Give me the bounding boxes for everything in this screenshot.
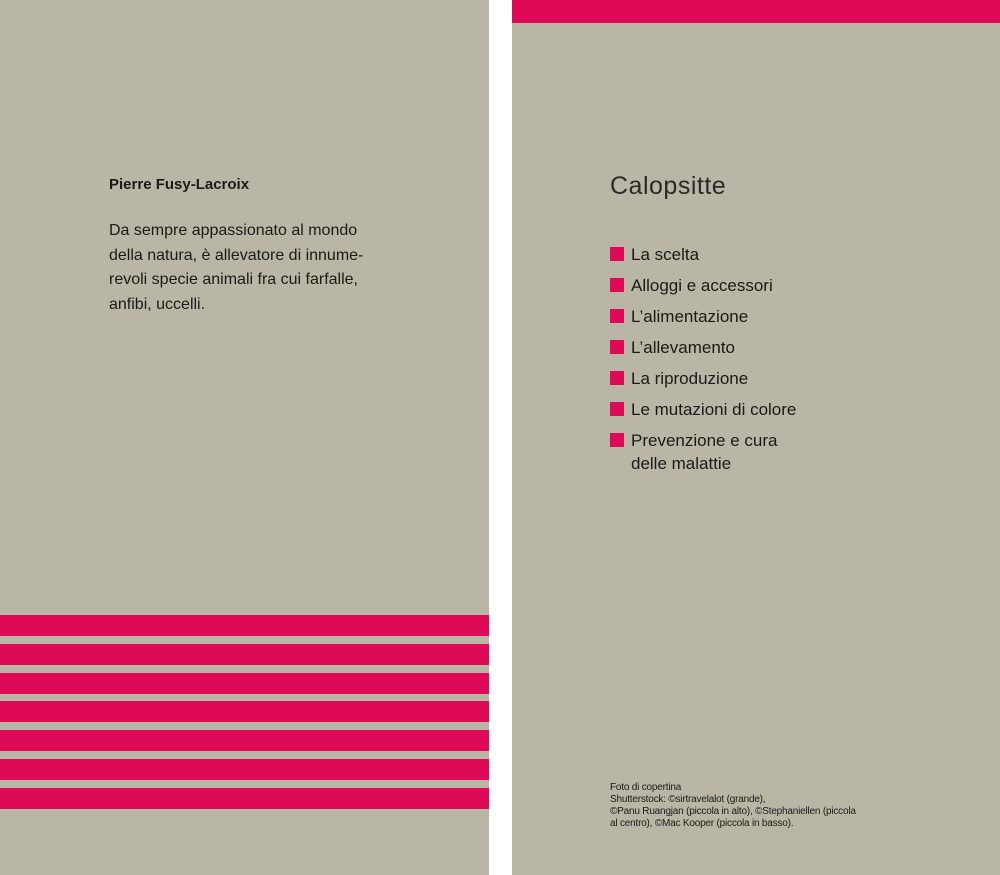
bio-line: revoli specie animali fra cui farfalle, <box>109 271 358 288</box>
author-bio <box>109 219 409 317</box>
contents-item-label: Prevenzione e cura <box>631 431 778 450</box>
credits-line: Shutterstock: ©sirtravelalot (grande), <box>610 794 766 805</box>
accent-stripe <box>0 615 489 636</box>
square-bullet-icon <box>610 433 624 447</box>
top-accent-band <box>512 0 1000 23</box>
contents-item-label: L’allevamento <box>631 338 735 357</box>
bio-line: della natura, è allevatore di innume- <box>109 246 364 264</box>
square-bullet-icon <box>610 278 624 292</box>
square-bullet-icon <box>610 309 624 323</box>
bio-line: Da sempre appassionato al mondo <box>109 222 358 239</box>
square-bullet-icon <box>610 340 624 354</box>
credits-line: al centro), ©Mac Kooper (piccola in basso). <box>610 818 794 829</box>
accent-stripe <box>0 759 489 780</box>
contents-item <box>610 274 796 297</box>
back-cover-panel <box>0 0 489 875</box>
contents-list <box>610 243 796 483</box>
author-name: Pierre Fusy-Lacroix <box>109 176 250 193</box>
contents-item <box>610 305 796 328</box>
bio-line: anfibi, uccelli. <box>109 295 206 313</box>
contents-item-label: La riproduzione <box>631 369 749 388</box>
accent-stripe <box>0 673 489 694</box>
book-title: Calopsitte <box>610 172 727 200</box>
square-bullet-icon <box>610 402 624 416</box>
contents-item-label: Le mutazioni di colore <box>631 400 797 419</box>
accent-stripe <box>0 644 489 665</box>
contents-item-label: Alloggi e accessori <box>631 276 773 295</box>
contents-item <box>610 243 796 266</box>
contents-item-label: delle malattie <box>631 454 732 473</box>
accent-stripe <box>0 701 489 722</box>
contents-item-label: L’alimentazione <box>631 307 749 326</box>
contents-item <box>610 336 796 359</box>
photo-credits <box>610 782 856 830</box>
credits-line: ©Panu Ruangjan (piccola in alto), ©Stephaniellen (piccola <box>610 806 856 817</box>
accent-stripe <box>0 730 489 751</box>
square-bullet-icon <box>610 247 624 261</box>
contents-item <box>610 398 796 421</box>
accent-stripe <box>0 788 489 809</box>
contents-item <box>610 429 796 475</box>
contents-item <box>610 367 796 390</box>
square-bullet-icon <box>610 371 624 385</box>
front-cover-panel <box>512 0 1000 875</box>
credits-line: Foto di copertina <box>610 782 682 793</box>
contents-item-label: La scelta <box>631 245 700 264</box>
